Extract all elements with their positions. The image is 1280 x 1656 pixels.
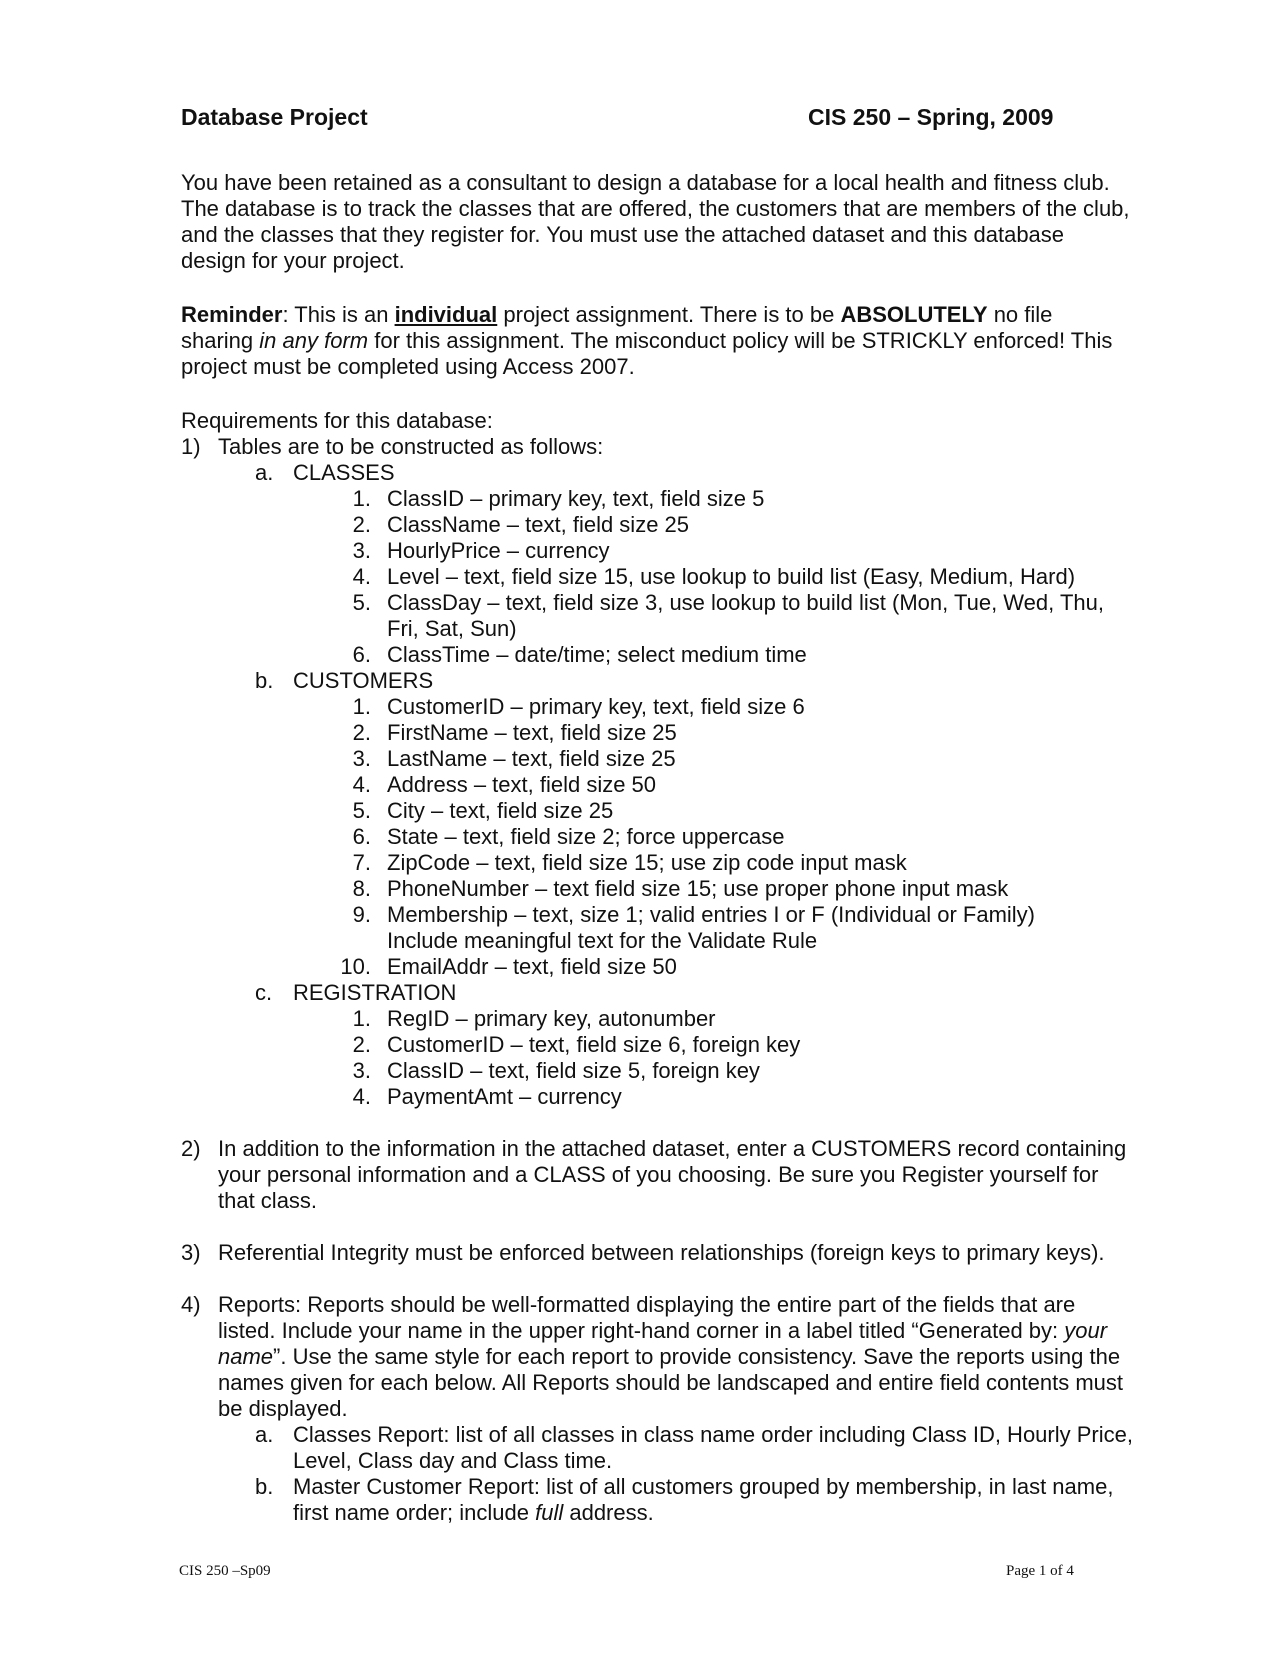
footer-course-code: CIS 250 –Sp09 — [179, 1563, 271, 1579]
field-number: 2. — [352, 512, 371, 537]
field-spec: ClassDay – text, field size 3, use lookup to build list (Mon, Tue, Wed, Thu, — [387, 590, 1104, 615]
text-run: first name order; include — [293, 1500, 536, 1525]
field-spec: Level – text, field size 15, use lookup to build list (Easy, Medium, Hard) — [387, 564, 1076, 589]
table-name-classes: CLASSES — [293, 460, 395, 485]
text-run: project assignment. There is to be — [497, 302, 841, 327]
text-run: no file — [987, 302, 1053, 327]
field-number: 4. — [352, 1084, 371, 1109]
field-spec: City – text, field size 25 — [387, 798, 614, 823]
text-line: In addition to the information in the attached dataset, enter a CUSTOMERS record containing — [218, 1136, 1127, 1161]
field-number: 4. — [352, 564, 371, 589]
field-spec: ClassTime – date/time; select medium time — [387, 642, 807, 667]
field-spec: PhoneNumber – text field size 15; use proper phone input mask — [387, 876, 1009, 901]
text-run: ”. Use the same style for each report to provide consistency. Save the reports using the — [273, 1344, 1121, 1369]
italic-run: your — [1064, 1318, 1108, 1343]
text-line: Level, Class day and Class time. — [293, 1448, 613, 1473]
emphasis-absolutely: ABSOLUTELY — [840, 302, 988, 327]
text-line: that class. — [218, 1188, 318, 1213]
field-spec: FirstName – text, field size 25 — [387, 720, 677, 745]
field-spec: EmailAddr – text, field size 50 — [387, 954, 677, 979]
intro-paragraph — [181, 170, 1181, 274]
requirement-number: 4) — [181, 1292, 201, 1317]
field-number: 1. — [352, 486, 371, 511]
requirement-number: 1) — [181, 434, 201, 459]
field-spec: LastName – text, field size 25 — [387, 746, 676, 771]
text-line: project must be completed using Access 2007. — [181, 354, 635, 379]
italic-run: name — [218, 1344, 274, 1369]
text-line: Reports: Reports should be well-formatted displaying the entire part of the fields that are — [218, 1292, 1076, 1317]
requirements-heading: Requirements for this database: — [181, 408, 493, 433]
text-line — [218, 1318, 1178, 1344]
document-title: Database Project — [181, 104, 368, 130]
field-spec: Membership – text, size 1; valid entries I or F (Individual or Family) — [387, 902, 1036, 927]
field-spec: ClassID – primary key, text, field size 5 — [387, 486, 765, 511]
text-line — [181, 302, 1181, 328]
text-run: : This is an — [282, 302, 395, 327]
field-number: 3. — [352, 746, 371, 771]
field-number: 5. — [352, 798, 371, 823]
sub-item-letter: c. — [255, 980, 273, 1005]
text-line: The database is to track the classes that are offered, the customers that are members of the club, — [181, 196, 1130, 221]
field-number: 3. — [352, 1058, 371, 1083]
field-spec-continuation: Include meaningful text for the Validate Rule — [387, 928, 818, 953]
course-heading: CIS 250 – Spring, 2009 — [808, 104, 1054, 130]
text-run: listed. Include your name in the upper right-hand corner in a label titled “Generated by: — [218, 1318, 1065, 1343]
field-number: 1. — [352, 694, 371, 719]
requirement-text: Tables are to be constructed as follows: — [218, 434, 604, 459]
text-line: and the classes that they register for. You must use the attached dataset and this database — [181, 222, 1065, 247]
emphasis-in-any-form: in any form — [259, 328, 369, 353]
text-line — [218, 1344, 1178, 1370]
sub-item-letter: a. — [255, 460, 274, 485]
table-name-registration: REGISTRATION — [293, 980, 457, 1005]
text-run: for this assignment. The misconduct policy will be STRICKLY enforced! This — [368, 328, 1113, 353]
sub-item-letter: b. — [255, 668, 274, 693]
field-spec: PaymentAmt – currency — [387, 1084, 622, 1109]
report-spec-master-customer — [293, 1474, 1173, 1526]
requirement-text — [218, 1292, 1178, 1422]
table-name-customers: CUSTOMERS — [293, 668, 434, 693]
text-line: Master Customer Report: list of all customers grouped by membership, in last name, — [293, 1474, 1114, 1499]
text-line: names given for each below. All Reports should be landscaped and entire field contents must — [218, 1370, 1123, 1395]
field-number: 8. — [352, 876, 371, 901]
field-number: 2. — [352, 720, 371, 745]
field-spec: HourlyPrice – currency — [387, 538, 610, 563]
requirement-text: Referential Integrity must be enforced between relationships (foreign keys to primary keys). — [218, 1240, 1105, 1265]
text-run: address. — [563, 1500, 654, 1525]
field-spec: RegID – primary key, autonumber — [387, 1006, 716, 1031]
field-spec: ZipCode – text, field size 15; use zip code input mask — [387, 850, 907, 875]
sub-item-letter: b. — [255, 1474, 274, 1499]
requirement-number: 3) — [181, 1240, 201, 1265]
reminder-label: Reminder — [181, 302, 283, 327]
field-spec: ClassID – text, field size 5, foreign key — [387, 1058, 760, 1083]
text-line — [181, 328, 1181, 354]
reminder-paragraph — [181, 302, 1181, 380]
page-number: Page 1 of 4 — [1006, 1563, 1074, 1579]
text-line: design for your project. — [181, 248, 405, 273]
field-spec: Address – text, field size 50 — [387, 772, 657, 797]
sub-item-letter: a. — [255, 1422, 274, 1447]
text-line — [293, 1500, 1173, 1526]
field-number: 10. — [340, 954, 371, 979]
italic-run: full — [535, 1500, 564, 1525]
field-number: 3. — [352, 538, 371, 563]
text-line: be displayed. — [218, 1396, 348, 1421]
requirement-number: 2) — [181, 1136, 201, 1161]
field-number: 7. — [352, 850, 371, 875]
field-number: 1. — [352, 1006, 371, 1031]
field-number: 5. — [352, 590, 371, 615]
field-spec-continuation: Fri, Sat, Sun) — [387, 616, 517, 641]
field-spec: State – text, field size 2; force uppercase — [387, 824, 785, 849]
emphasis-individual: individual — [394, 302, 498, 327]
field-spec: CustomerID – text, field size 6, foreign key — [387, 1032, 801, 1057]
text-run: sharing — [181, 328, 260, 353]
field-spec: CustomerID – primary key, text, field size 6 — [387, 694, 805, 719]
report-spec-classes — [293, 1422, 1173, 1474]
field-number: 6. — [352, 642, 371, 667]
text-line: You have been retained as a consultant to design a database for a local health and fitness club. — [181, 170, 1110, 195]
field-number: 4. — [352, 772, 371, 797]
field-number: 9. — [352, 902, 371, 927]
requirement-text — [218, 1136, 1178, 1214]
field-number: 2. — [352, 1032, 371, 1057]
field-spec: ClassName – text, field size 25 — [387, 512, 690, 537]
field-number: 6. — [352, 824, 371, 849]
text-line: your personal information and a CLASS of you choosing. Be sure you Register yourself for — [218, 1162, 1099, 1187]
text-line: Classes Report: list of all classes in class name order including Class ID, Hourly Price, — [293, 1422, 1133, 1447]
